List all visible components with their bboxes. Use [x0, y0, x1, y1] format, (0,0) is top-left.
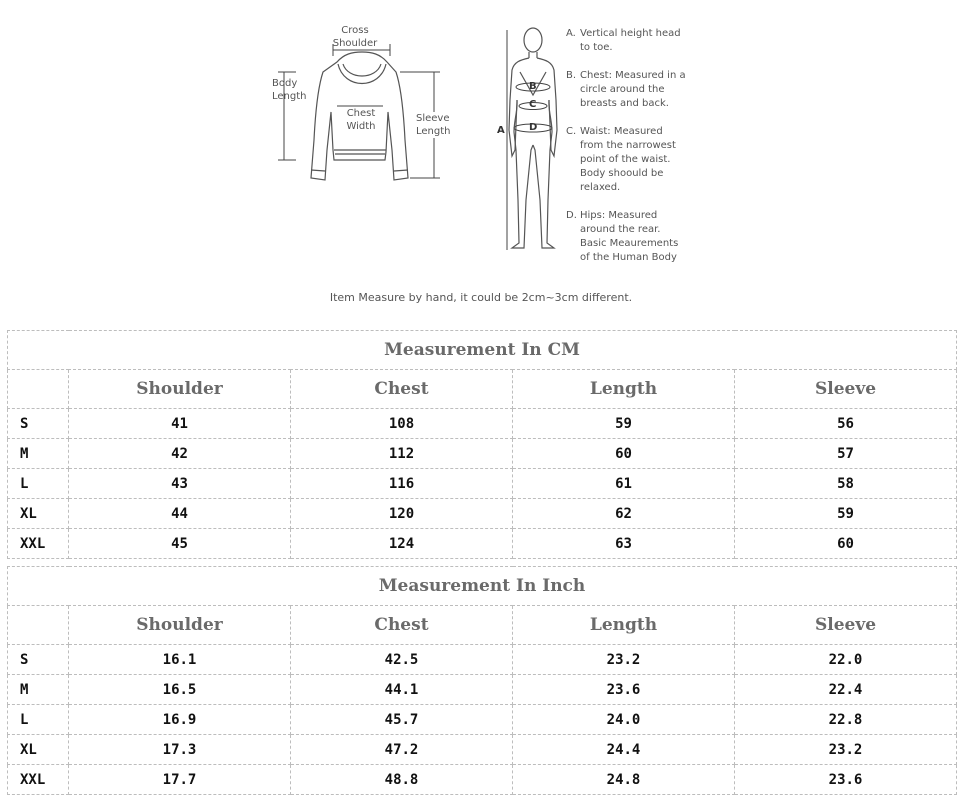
sleeve-value: 23.6: [735, 765, 957, 795]
shoulder-value: 45: [69, 529, 291, 559]
header-length: Length: [513, 606, 735, 645]
sleeve-value: 56: [735, 409, 957, 439]
table-row: [8, 735, 957, 765]
sleeve-value: 22.8: [735, 705, 957, 735]
table-row: [8, 765, 957, 795]
measurement-illustration: [0, 0, 962, 290]
shoulder-value: 16.1: [69, 645, 291, 675]
header-size-blank: [8, 370, 69, 409]
header-shoulder: Shoulder: [69, 370, 291, 409]
table-caption-row: [8, 331, 957, 370]
size-label: XXL: [8, 529, 69, 559]
shoulder-value: 16.5: [69, 675, 291, 705]
chest-value: 108: [291, 409, 513, 439]
table-row: [8, 439, 957, 469]
size-label: XL: [8, 735, 69, 765]
table-row: [8, 469, 957, 499]
legend-d: D. Hips: Measured around the rear. Basic Meaurements of the Human Body: [566, 210, 679, 263]
sleeve-value: 23.2: [735, 735, 957, 765]
table-row: [8, 645, 957, 675]
legend-a: A. Vertical height head to toe.: [566, 28, 681, 53]
chest-value: 48.8: [291, 765, 513, 795]
shoulder-value: 44: [69, 499, 291, 529]
sleeve-value: 58: [735, 469, 957, 499]
header-sleeve: Sleeve: [735, 370, 957, 409]
chest-value: 112: [291, 439, 513, 469]
measure-note: Item Measure by hand, it could be 2cm~3cm different.: [329, 291, 633, 304]
chest-value: 44.1: [291, 675, 513, 705]
chest-value: 124: [291, 529, 513, 559]
table-header-row: [8, 606, 957, 645]
chest-value: 120: [291, 499, 513, 529]
length-value: 59: [513, 409, 735, 439]
human-measure-loops: [507, 30, 552, 250]
size-label: M: [8, 439, 69, 469]
chest-width-label: Chest Width: [346, 108, 376, 132]
size-label: XL: [8, 499, 69, 529]
length-value: 60: [513, 439, 735, 469]
size-label: M: [8, 675, 69, 705]
letter-a: A: [497, 125, 505, 136]
header-sleeve: Sleeve: [735, 606, 957, 645]
shoulder-value: 41: [69, 409, 291, 439]
length-value: 23.6: [513, 675, 735, 705]
chest-value: 42.5: [291, 645, 513, 675]
length-value: 24.4: [513, 735, 735, 765]
table-row: [8, 675, 957, 705]
sleeve-value: 60: [735, 529, 957, 559]
sleeve-value: 22.0: [735, 645, 957, 675]
size-label: S: [8, 645, 69, 675]
legend-b: B. Chest: Measured in a circle around the breasts and back.: [566, 70, 686, 109]
shoulder-value: 43: [69, 469, 291, 499]
table-caption-row: [8, 567, 957, 606]
length-value: 61: [513, 469, 735, 499]
size-label: XXL: [8, 765, 69, 795]
letter-b: B: [529, 81, 537, 92]
header-shoulder: Shoulder: [69, 606, 291, 645]
shoulder-value: 17.3: [69, 735, 291, 765]
size-label: L: [8, 705, 69, 735]
table-row: [8, 529, 957, 559]
body-length-label: Body Length: [272, 78, 307, 102]
legend-c: C. Waist: Measured from the narrowest point of the waist. Body shoould be relaxed.: [566, 126, 676, 193]
table-row: [8, 499, 957, 529]
sleeve-value: 57: [735, 439, 957, 469]
length-value: 24.8: [513, 765, 735, 795]
cross-shoulder-label: Cross Shoulder: [332, 25, 378, 49]
letter-c: C: [529, 99, 537, 110]
size-label: L: [8, 469, 69, 499]
sleeve-value: 59: [735, 499, 957, 529]
chest-value: 45.7: [291, 705, 513, 735]
size-table-inch: [7, 566, 957, 795]
header-chest: Chest: [291, 606, 513, 645]
length-value: 24.0: [513, 705, 735, 735]
length-value: 23.2: [513, 645, 735, 675]
size-table-cm: [7, 330, 957, 559]
table-header-row: [8, 370, 957, 409]
length-value: 63: [513, 529, 735, 559]
chest-value: 47.2: [291, 735, 513, 765]
measurement-diagram: [0, 0, 962, 320]
sleeve-length-label: Sleeve Length: [416, 113, 451, 137]
shoulder-value: 17.7: [69, 765, 291, 795]
shoulder-value: 42: [69, 439, 291, 469]
header-size-blank: [8, 606, 69, 645]
size-label: S: [8, 409, 69, 439]
header-chest: Chest: [291, 370, 513, 409]
table-row: [8, 409, 957, 439]
header-length: Length: [513, 370, 735, 409]
table-row: [8, 705, 957, 735]
letter-d: D: [529, 122, 538, 133]
table-title: Measurement In CM: [8, 331, 957, 370]
sleeve-value: 22.4: [735, 675, 957, 705]
length-value: 62: [513, 499, 735, 529]
chest-value: 116: [291, 469, 513, 499]
human-figure-drawing: [509, 28, 557, 248]
table-title: Measurement In Inch: [8, 567, 957, 606]
shoulder-value: 16.9: [69, 705, 291, 735]
